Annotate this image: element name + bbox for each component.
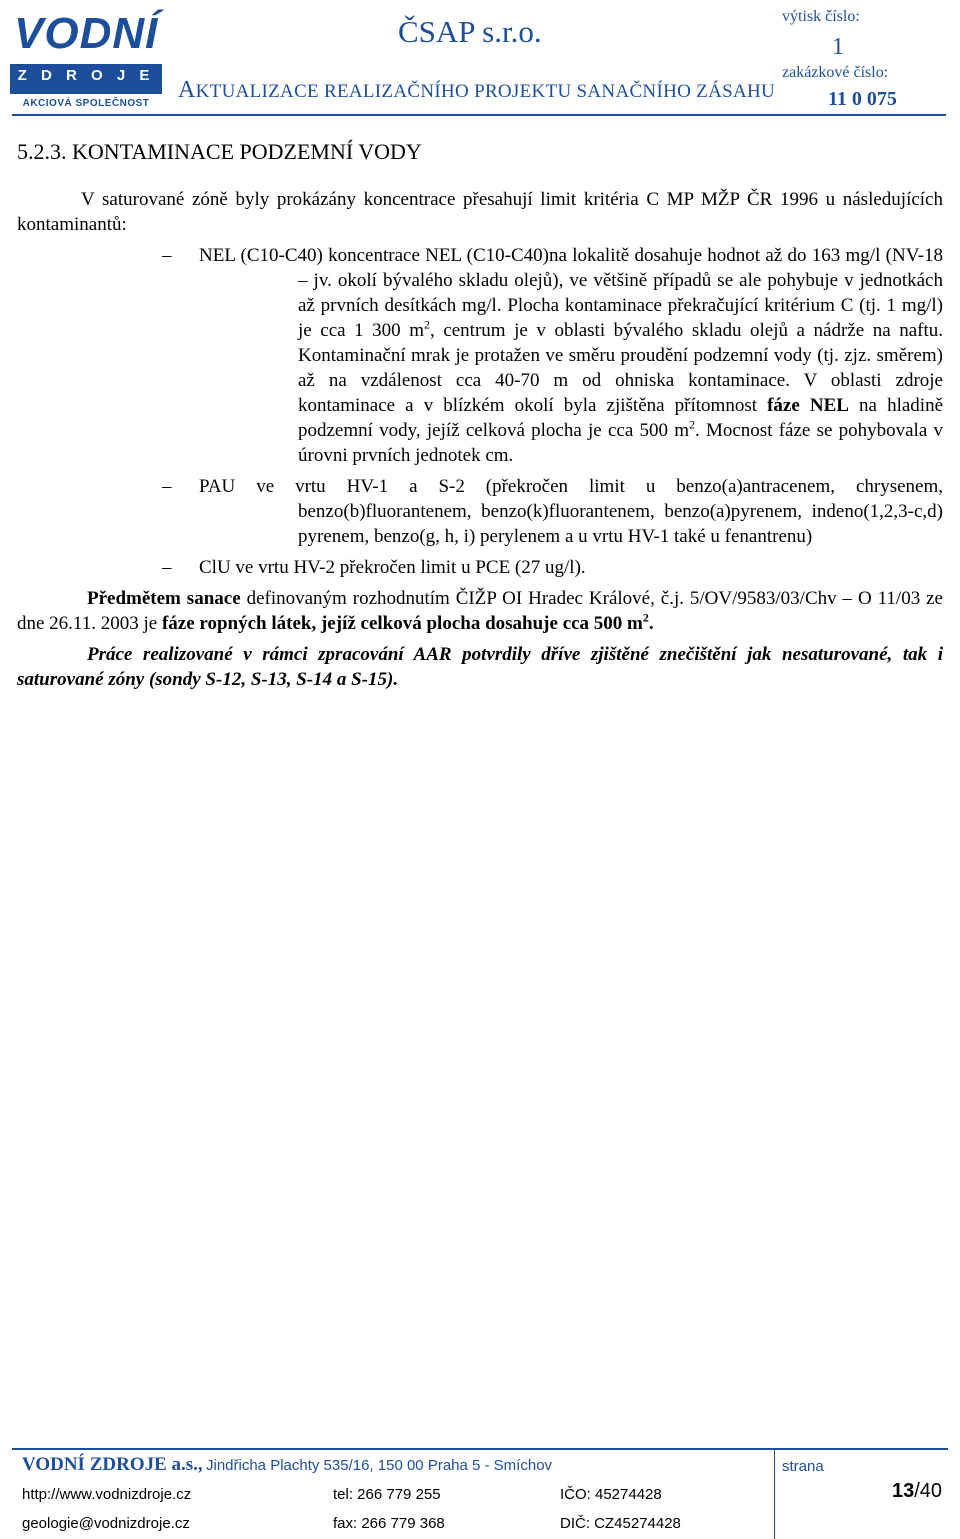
project-title-rest: KTUALIZACE REALIZAČNÍHO PROJEKTU SANAČNÍHO ZÁSAHU	[195, 81, 776, 102]
section-title: 5.2.3. KONTAMINACE PODZEMNÍ VODY	[17, 139, 422, 164]
sanation-target: fáze ropných látek, jejíž celková plocha dosahuje cca 500 m	[161, 613, 643, 634]
footer-tel: tel: 266 779 255	[333, 1486, 441, 1503]
order-number-label: zakázkové číslo:	[782, 64, 889, 81]
conclusion-paragraph: Práce realizované v rámci zpracování AAR potvrdily dříve zjištěné znečištění jak nesaturované, tak i saturované zóny (sondy S-12, S-13, S-14 a S-15).	[17, 644, 943, 690]
item-nel-tail: na hladině podzemní vody, jejíž celková plocha je cca 500 m	[298, 395, 943, 441]
list-dash: –	[162, 476, 172, 497]
footer-email-link[interactable]: geologie@vodnizdroje.cz	[22, 1515, 190, 1532]
list-item-pau	[162, 474, 943, 549]
header-company: ČSAP s.r.o.	[398, 14, 542, 49]
page-header	[0, 0, 960, 118]
footer-fax: fax: 266 779 368	[333, 1515, 445, 1532]
page-footer	[0, 1440, 960, 1539]
header-divider	[12, 114, 946, 116]
superscript: 2	[689, 417, 695, 432]
logo-subtitle: Z D R O J E	[17, 67, 155, 84]
sanation-decision: definovaným rozhodnutím ČIŽP OI Hradec Králové, č.j. 5/OV/9583/03/Chv – O 11/03 ze dne 26.11. 2003 je	[17, 588, 943, 634]
list-item-clu	[162, 555, 943, 580]
item-nel-bold: fáze NEL	[767, 395, 849, 416]
print-number-label: výtisk číslo:	[782, 8, 860, 25]
sanation-paragraph	[17, 586, 943, 636]
sanation-end: .	[648, 613, 654, 634]
footer-separator	[774, 1450, 775, 1539]
superscript: 2	[642, 610, 649, 625]
footer-address: Jindřicha Plachty 535/16, 150 00 Praha 5 - Smíchov	[206, 1457, 553, 1474]
item-nel-last: . Mocnost fáze se pohybovala v úrovni prvních jednotek cm.	[298, 420, 943, 466]
item-nel-text-cont: , centrum je v oblasti bývalého skladu olejů a nádrže na naftu. Kontaminační mrak je protažen ve směru proudění podzemní vody (tj. zjz. směrem) až na vzdálenost cca 40-70 m od ohniska kontaminace. V oblasti zdroje kontaminace a v blízkém okolí byla zjištěna přítomnost	[298, 320, 943, 416]
page-total: /40	[914, 1480, 943, 1502]
superscript: 2	[424, 317, 431, 332]
page-number	[892, 1480, 942, 1503]
item-nel-text: NEL (C10-C40) koncentrace NEL (C10-C40)na lokalitě dosahuje hodnot až do 163 mg/l (NV-18 – jv. okolí bývalého skladu olejů), ve většině případů se ale pohybuje v jednotkách až prvních desítkách mg/l. Plocha kontaminace překračující kritérium C (tj. 1 mg/l) je cca 1 300 m	[199, 245, 943, 341]
footer-web-link[interactable]: http://www.vodnizdroje.cz	[22, 1486, 192, 1503]
order-number-value: 11 0 075	[828, 88, 897, 110]
footer-dic: DIČ: CZ45274428	[560, 1515, 681, 1532]
list-dash: –	[162, 245, 172, 266]
document-body	[17, 137, 943, 692]
page-label: strana	[782, 1458, 824, 1475]
footer-company: VODNÍ ZDROJE a.s.,	[22, 1454, 203, 1475]
logo-tagline: AKCIOVÁ SPOLEČNOST	[22, 98, 150, 109]
company-logo	[10, 8, 162, 110]
item-pau-text: PAU ve vrtu HV-1 a S-2 (překročen limit u benzo(a)antracenem, chrysenem, benzo(b)fluorantenem, benzo(k)fluorantenem, benzo(a)pyrenem, indeno(1,2,3-c,d) pyrenem, benzo(g, h, i) perylenem a u vrtu HV-1 také u fenantrenu)	[199, 476, 943, 547]
header-project-title	[178, 78, 775, 104]
item-clu-text: ClU ve vrtu HV-2 překročen limit u PCE (27 ug/l).	[199, 557, 586, 578]
logo-title: VODNÍ	[14, 9, 159, 58]
page-current: 13	[892, 1480, 915, 1502]
list-item-nel	[162, 243, 943, 468]
print-number-value: 1	[832, 34, 844, 60]
footer-ico: IČO: 45274428	[560, 1486, 662, 1503]
intro-paragraph: V saturované zóně byly prokázány koncentrace přesahují limit kritéria C MP MŽP ČR 1996 u následujících kontaminantů:	[17, 189, 943, 235]
sanation-subject: Předmětem sanace	[87, 588, 241, 609]
project-first-letter: A	[178, 77, 196, 103]
list-dash: –	[162, 557, 172, 578]
footer-divider	[12, 1448, 948, 1450]
